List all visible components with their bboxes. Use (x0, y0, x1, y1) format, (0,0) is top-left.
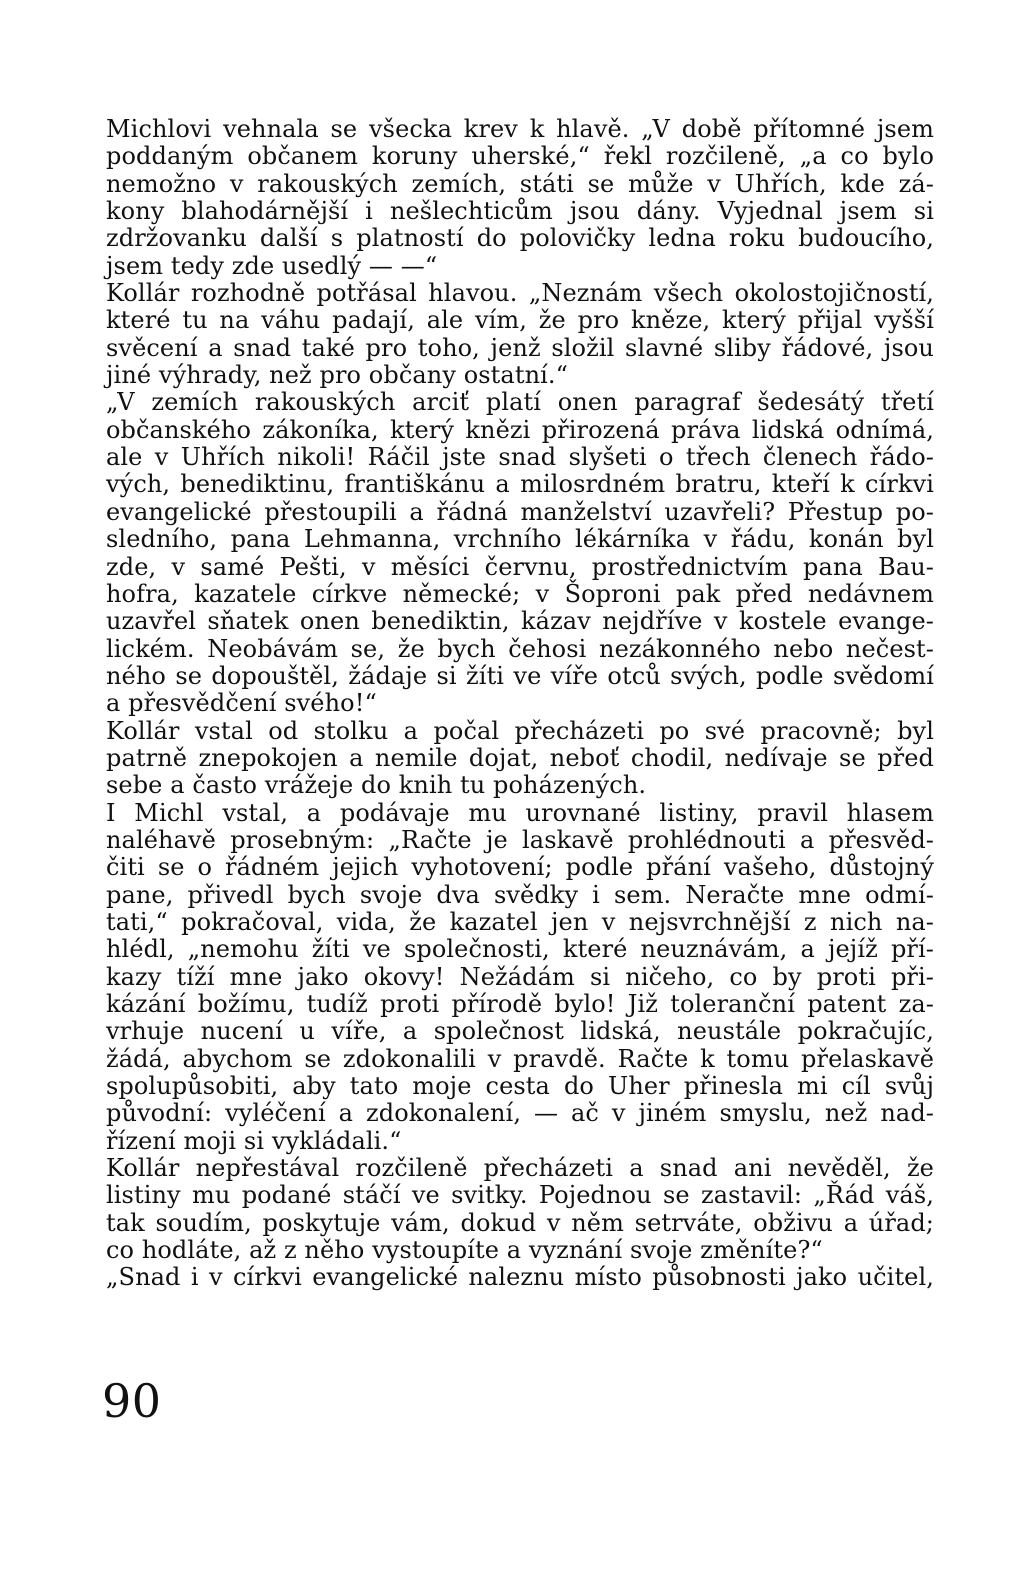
text-line: občanského zákoníka, který knězi přirozená práva lidská odnímá, (106, 415, 934, 444)
text-line: nemožno v rakouských zemích, státi se může v Uhřích, kde zá- (106, 169, 934, 198)
text-line: vých, benediktinu, františkánu a milosrdném bratru, kteří k církvi (106, 470, 934, 499)
text-line: lickém. Neobávám se, že bych čehosi nezákonného nebo nečest- (106, 634, 934, 663)
text-line: vrhuje nucení u víře, a společnost lidská, neustále pokračujíc, (106, 1017, 934, 1046)
text-line: sledního, pana Lehmanna, vrchního lékárníka v řádu, konán byl (106, 525, 934, 554)
text-line: pane, přivedl bych svoje dva svědky i sem. Neračte mne odmí- (106, 880, 934, 909)
text-line: Kollár nepřestával rozčileně přecházeti a snad ani nevěděl, že (106, 1154, 934, 1183)
text-line: hlédl, „nemohu žíti ve společnosti, které neuznávám, a jejíž pří- (106, 935, 934, 964)
text-line: co hodláte, až z něho vystoupíte a vyznání svoje změníte?“ (106, 1236, 823, 1265)
text-line: evangelické přestoupili a řádná manželství uzavřeli? Přestup po- (106, 497, 934, 526)
text-line: kony blahodárnější i nešlechticům jsou dány. Vyjednal jsem si (106, 197, 934, 226)
text-line: „V zemích rakouských arciť platí onen paragraf šedesátý třetí (106, 388, 934, 417)
text-line: a přesvědčení svého!“ (106, 689, 377, 718)
text-line: sebe a často vrážeje do knih tu poházených. (106, 771, 647, 800)
text-line: Kollár rozhodně potřásal hlavou. „Neznám všech okolostojičností, (106, 279, 934, 308)
text-line: Kollár vstal od stolku a počal přecházeti po své pracovně; byl (106, 716, 934, 745)
text-line: čiti se o řádném jejich vyhotovení; podle přání vašeho, důstojný (106, 853, 934, 882)
text-line: I Michl vstal, a podávaje mu urovnané listiny, pravil hlasem (106, 798, 934, 827)
text-line: Michlovi vehnala se všecka krev k hlavě. „V době přítomné jsem (106, 115, 934, 143)
text-line: které tu na váhu padají, ale vím, že pro kněze, který přijal vyšší (106, 306, 934, 335)
text-line: hofra, kazatele církve německé; v Šoproni pak před nedávnem (106, 579, 934, 608)
text-line: zde, v samé Pešti, v měsíci červnu, prostřednictvím pana Bau- (106, 552, 934, 581)
text-line: listiny mu podané stáčí ve svitky. Pojednou se zastavil: „Řád váš, (106, 1181, 934, 1210)
text-line: ného se dopouštěl, žádaje si žíti ve víře otců svých, podle svědomí (106, 661, 934, 690)
text-line: poddaným občanem koruny uherské,“ řekl rozčileně, „a co bylo (106, 142, 934, 171)
text-line: zdržovanku další s platností do polovičky ledna roku budoucího, (106, 224, 934, 253)
text-line: ale v Uhřích nikoli! Ráčil jste snad slyšeti o třech členech řádo- (106, 443, 934, 472)
body-text (106, 116, 934, 1292)
text-line: původní: vyléčení a zdokonalení, — ač v jiném smyslu, než nad- (106, 1099, 934, 1128)
text-line: kázání božímu, tudíž proti přírodě bylo! Již toleranční patent za- (106, 990, 934, 1018)
text-line: žádá, abychom se zdokonalili v pravdě. Račte k tomu přelaskavě (106, 1044, 934, 1073)
text-line: spolupůsobiti, aby tato moje cesta do Uher přinesla mi cíl svůj (106, 1072, 934, 1101)
text-line: jiné výhrady, než pro občany ostatní.“ (106, 361, 569, 390)
text-line: uzavřel sňatek onen benediktin, kázav nejdříve v kostele evange- (106, 607, 934, 636)
text-line: „Snad i v církvi evangelické naleznu místo působnosti jako učitel, (106, 1263, 934, 1292)
text-line: jsem tedy zde usedlý — —“ (106, 251, 438, 280)
text-line: kazy tíží mne jako okovy! Nežádám si ničeho, co by proti při- (106, 962, 934, 991)
text-line: naléhavě prosebným: „Račte je laskavě prohlédnouti a přesvěd- (106, 825, 934, 854)
text-line: řízení moji si vykládali.“ (106, 1126, 402, 1155)
text-line: patrně znepokojen a nemile dojat, neboť chodil, nedívaje se před (106, 743, 934, 772)
text-line: tati,“ pokračoval, vida, že kazatel jen v nejsvrchnější z nich na- (106, 907, 934, 936)
text-line: tak soudím, poskytuje vám, dokud v něm setrváte, obživu a úřad; (106, 1208, 934, 1237)
page-number: 90 (102, 1374, 162, 1428)
text-line: svěcení a snad také pro toho, jenž složil slavné sliby řádové, jsou (106, 333, 934, 362)
